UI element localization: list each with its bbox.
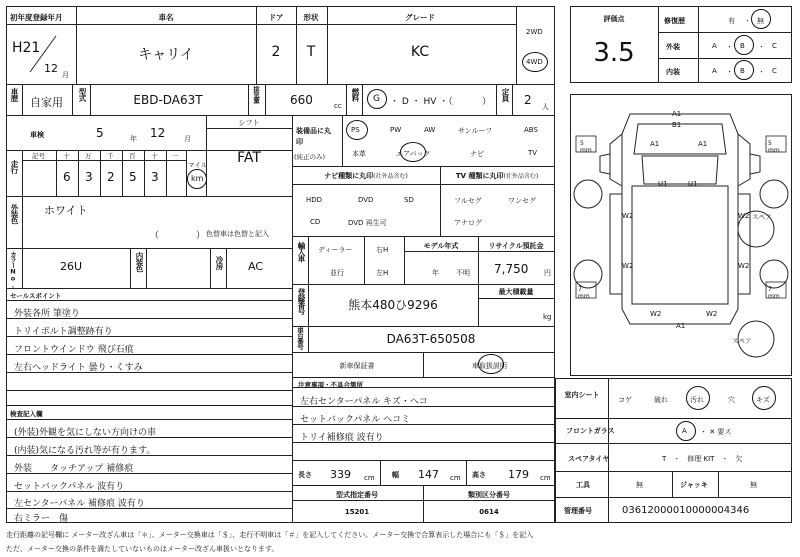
- warranty-label: 新車保証書: [339, 362, 375, 370]
- manual-label: 車取扱説明: [472, 362, 507, 370]
- glass-label: フロントガラス: [566, 427, 615, 435]
- width-unit: cm: [450, 474, 461, 482]
- inspector-label: 検査記入欄: [10, 410, 43, 418]
- inspector-line-5: 右ミラー 傷: [14, 514, 69, 524]
- notes-line-2: トリイ補修痕 波有り: [300, 433, 384, 443]
- inspection-year-unit: 年: [130, 135, 137, 143]
- digit-header-1: 十: [63, 152, 70, 160]
- diag-b1-top: B1: [672, 121, 682, 129]
- first-reg-year: H21: [12, 40, 41, 56]
- model-year-label: モデル年式: [423, 242, 459, 250]
- max-load-label: 最大積載量: [498, 288, 534, 296]
- inspector-line-4: 左センターパネル 補修痕 波有り: [14, 499, 145, 509]
- notes-line-1: セットバックパネル ヘコミ: [300, 415, 411, 425]
- width-value: 147: [418, 468, 439, 481]
- inspection-month: 12: [150, 126, 166, 140]
- diag-w2-1: W2: [622, 212, 634, 220]
- glass-rest: ・ ✕ 要ス: [700, 428, 732, 436]
- digit-header-5: 十: [151, 152, 158, 160]
- color-paren-open: （: [150, 231, 160, 241]
- shape-value: T: [306, 44, 316, 60]
- width-label: 幅: [392, 471, 399, 479]
- repair-yes: 有: [728, 17, 735, 25]
- diag-w2-5: W2: [650, 310, 662, 318]
- int-grade-a: A: [712, 67, 717, 75]
- type-no-label: 型式指定番号: [336, 491, 378, 499]
- inspector-line-2: 外装 タッチアップ 補修痕: [14, 464, 134, 474]
- glass-a: A: [682, 427, 687, 435]
- int-grade-dot2: ・: [758, 68, 765, 76]
- seat-yabure: 破れ: [654, 396, 668, 404]
- equip-abs: ABS: [524, 126, 538, 134]
- diag-spare-1: スペア: [752, 213, 772, 221]
- diag-mm-fl: 5 mm: [580, 140, 592, 154]
- sales-line-3: 左右ヘッドライト 曇り・くすみ: [14, 363, 143, 373]
- diag-mm-fr: 5 mm: [768, 140, 780, 154]
- seat-yogore: 汚れ: [690, 396, 704, 404]
- first-reg-month-unit: 月: [62, 71, 69, 79]
- cap-label: 定員: [501, 88, 510, 101]
- length-value: 339: [330, 468, 351, 481]
- interior-color-label: 内装色: [135, 252, 144, 272]
- tv-label: TV 種類に丸印(社外品含む): [455, 172, 539, 180]
- seat-koge: コゲ: [618, 396, 632, 404]
- tv-analog: アナログ: [454, 219, 482, 227]
- inspection-label: 車検: [30, 131, 44, 139]
- sales-line-1: トリイボルト調整跡有り: [14, 327, 113, 337]
- fuel-label: 燃料: [351, 88, 360, 101]
- model-value: EBD-DA63T: [133, 93, 203, 107]
- chassis-label: 車台番号: [296, 327, 304, 349]
- drive-2wd: 2WD: [526, 28, 543, 36]
- ext-grade-b: B: [740, 42, 745, 50]
- max-load-unit: kg: [543, 313, 552, 321]
- exterior-label: 外装: [666, 43, 680, 51]
- length-label: 長さ: [298, 471, 312, 479]
- drive-4wd: 4WD: [526, 58, 543, 66]
- disp-value: 660: [290, 93, 313, 107]
- color-label: 外装色: [10, 204, 19, 224]
- digit-header-0: 記号: [32, 152, 45, 160]
- score-label: 評価点: [603, 15, 625, 23]
- diag-a1-right: A1: [698, 140, 708, 148]
- equip-sunroof: サンルーフ: [458, 127, 493, 135]
- chassis-value: DA63T-650508: [386, 332, 476, 346]
- navi-hdd: HDD: [306, 196, 323, 204]
- sales-line-2: フロントウインドウ 飛び石痕: [14, 345, 134, 355]
- shape-label: 形状: [303, 13, 319, 22]
- color-no-value: 26U: [60, 260, 83, 273]
- equip-pw: PW: [390, 126, 402, 134]
- fuel-close: ）: [482, 97, 492, 107]
- diag-mm-rl: 7 mm: [578, 286, 590, 300]
- door-label: ドア: [268, 13, 284, 22]
- diag-u1-left: U1: [658, 180, 668, 188]
- cap-unit: 人: [542, 103, 549, 111]
- diag-w2-6: W2: [706, 310, 718, 318]
- door-value: 2: [271, 44, 281, 60]
- reg-value: 熊本480ひ9296: [348, 298, 438, 312]
- length-unit: cm: [364, 474, 375, 482]
- shift-value: FAT: [237, 150, 261, 166]
- height-unit: cm: [540, 474, 551, 482]
- mgmt-label: 管理番号: [564, 507, 592, 515]
- repair-label: 修復歴: [664, 17, 685, 25]
- diag-a1-left: A1: [650, 140, 660, 148]
- inspector-line-0: (外装)外観を気にしない方向けの車: [14, 428, 157, 438]
- mile-label: マイル: [188, 161, 208, 169]
- inspection-year: 5: [96, 126, 104, 140]
- ext-grade-dot1: ・: [726, 43, 733, 51]
- height-value: 179: [508, 468, 529, 481]
- tools-label: 工具: [576, 481, 590, 489]
- diag-a1-top: A1: [672, 110, 682, 118]
- digit-4: 5: [129, 170, 137, 184]
- score-value: 3.5: [593, 38, 635, 68]
- class-no-value: 0614: [479, 508, 499, 516]
- navi-dvd-play: DVD 再生可: [348, 219, 387, 227]
- import-lh: 左H: [376, 269, 389, 277]
- spare-tire-label: スペアタイヤ: [568, 455, 610, 463]
- disp-unit: cc: [334, 102, 342, 110]
- sales-label: セールスポイント: [10, 292, 62, 300]
- import-rh: 右H: [376, 246, 389, 254]
- digit-header-6: 一: [172, 152, 179, 160]
- model-label: 型式: [78, 88, 87, 101]
- class-no-label: 類別区分番号: [468, 491, 510, 499]
- ac-value: AC: [248, 260, 264, 273]
- tools-value: 無: [636, 481, 643, 489]
- footer-line-2: ただ、メーター交換の条件を満たしていないものはメーター改ざん車扱いとなります。: [6, 545, 279, 553]
- navi-sd: SD: [404, 196, 414, 204]
- diag-a1-rear: A1: [676, 322, 686, 330]
- ext-grade-dot2: ・: [758, 43, 765, 51]
- recycle-value: 7,750: [494, 262, 529, 276]
- color-value: ホワイト: [44, 204, 88, 217]
- equip-tv: TV: [528, 149, 538, 157]
- color-paren-close: ）: [196, 231, 206, 241]
- repair-dot: ・: [744, 17, 751, 25]
- diag-w2-4: W2: [738, 262, 750, 270]
- digit-header-2: 万: [85, 152, 92, 160]
- model-year-unknown: 不明: [456, 269, 470, 277]
- car-name: キャリイ: [138, 47, 194, 63]
- import-dealer: ディーラー: [318, 246, 353, 254]
- recycle-unit: 円: [544, 269, 551, 277]
- use-label: 車歴: [10, 88, 19, 101]
- int-grade-dot1: ・: [726, 68, 733, 76]
- equip-label: 装備品に丸印: [296, 127, 331, 146]
- int-grade-c: C: [772, 67, 777, 75]
- first-reg-label: 初年度登録年月: [10, 13, 63, 22]
- digit-1: 6: [63, 170, 71, 184]
- tv-oneseg: ワンセグ: [508, 197, 536, 205]
- grade-label: グレード: [405, 13, 435, 22]
- height-label: 高さ: [472, 471, 486, 479]
- fuel-rest: ・ D ・ HV ・（: [390, 97, 453, 107]
- navi-dvd: DVD: [358, 196, 374, 204]
- model-year-unit: 年: [432, 269, 439, 277]
- import-parallel: 並行: [330, 269, 344, 277]
- digit-3: 2: [107, 170, 115, 184]
- digit-2: 3: [85, 170, 93, 184]
- seat-label: 室内シート: [564, 391, 600, 399]
- tv-fullseg: フルセグ: [454, 197, 482, 205]
- ac-label: 冷房: [215, 256, 224, 269]
- car-name-label: 車名: [158, 13, 174, 22]
- fuel-g: G: [373, 94, 380, 104]
- color-no-label: カラーNo.: [9, 251, 17, 289]
- shift-label: シフト: [238, 119, 260, 127]
- digit-5: 3: [151, 170, 159, 184]
- spare-tire-items: T ・ 修理 KIT ・ 欠: [662, 455, 743, 463]
- notes-line-0: 左右センターパネル キズ・ヘコ: [300, 397, 428, 407]
- inspector-line-3: セットバックパネル 波有り: [14, 482, 125, 492]
- reg-label: 登録番号: [297, 288, 306, 314]
- navi-label: ナビ種類に丸印(社外品含む): [324, 172, 408, 180]
- repair-no: 無: [757, 17, 764, 25]
- seat-kizu: キズ: [756, 396, 770, 404]
- equip-ps: PS: [351, 126, 360, 134]
- grade-value: KC: [410, 44, 430, 60]
- mileage-label: 走行: [10, 160, 19, 173]
- seat-ana: 穴: [728, 396, 735, 404]
- car-diagram-drawing: [570, 94, 792, 376]
- diag-w2-2: W2: [738, 212, 750, 220]
- jack-label: ジャッキ: [680, 481, 708, 489]
- footer-line-1: 走行距離の記号欄に メーター改ざん車は「＊」、メーター交換車は「＄」、走行不明車は「＃」を記入してください。メーター交換で合算表示した場合にも「＄」を記入: [6, 531, 534, 539]
- jack-value: 無: [750, 481, 757, 489]
- color-note: 色替車は色替と記入: [206, 230, 269, 238]
- ext-grade-a: A: [712, 42, 717, 50]
- digit-header-4: 百: [129, 152, 136, 160]
- inspection-month-unit: 月: [184, 135, 191, 143]
- navi-cd: CD: [310, 218, 321, 226]
- mgmt-value: 036120000100000043​46: [622, 505, 750, 516]
- type-no-value: 15201: [344, 508, 370, 516]
- notes-label: 注意事項・不具合箇所: [298, 381, 363, 389]
- diag-spare-2: スペア: [732, 337, 752, 345]
- equip-sub: (純正のみ): [294, 153, 326, 161]
- diag-u1-right: U1: [688, 180, 698, 188]
- recycle-label: リサイクル預託金: [488, 242, 544, 250]
- import-label: 輸入車: [297, 242, 306, 262]
- int-grade-b: B: [740, 67, 745, 75]
- first-reg-month: 12: [44, 62, 58, 75]
- use-value: 自家用: [30, 96, 63, 109]
- equip-leather: 本革: [352, 150, 366, 158]
- sales-line-0: 外装各所 筆塗り: [14, 309, 80, 319]
- equip-aw: AW: [424, 126, 436, 134]
- digit-header-3: 千: [107, 152, 114, 160]
- diag-w2-3: W2: [622, 262, 634, 270]
- equip-navi: ナビ: [470, 150, 484, 158]
- ext-grade-c: C: [772, 42, 777, 50]
- inspector-line-1: (内装)気になる汚れ等が有ります。: [14, 446, 156, 456]
- cap-value: 2: [524, 93, 532, 107]
- disp-label: 排気量: [252, 86, 260, 103]
- diag-mm-rr: 7 mm: [768, 286, 780, 300]
- km-label: km: [191, 174, 204, 183]
- equip-airbag: エアバック: [396, 150, 431, 158]
- interior-label: 内装: [666, 68, 680, 76]
